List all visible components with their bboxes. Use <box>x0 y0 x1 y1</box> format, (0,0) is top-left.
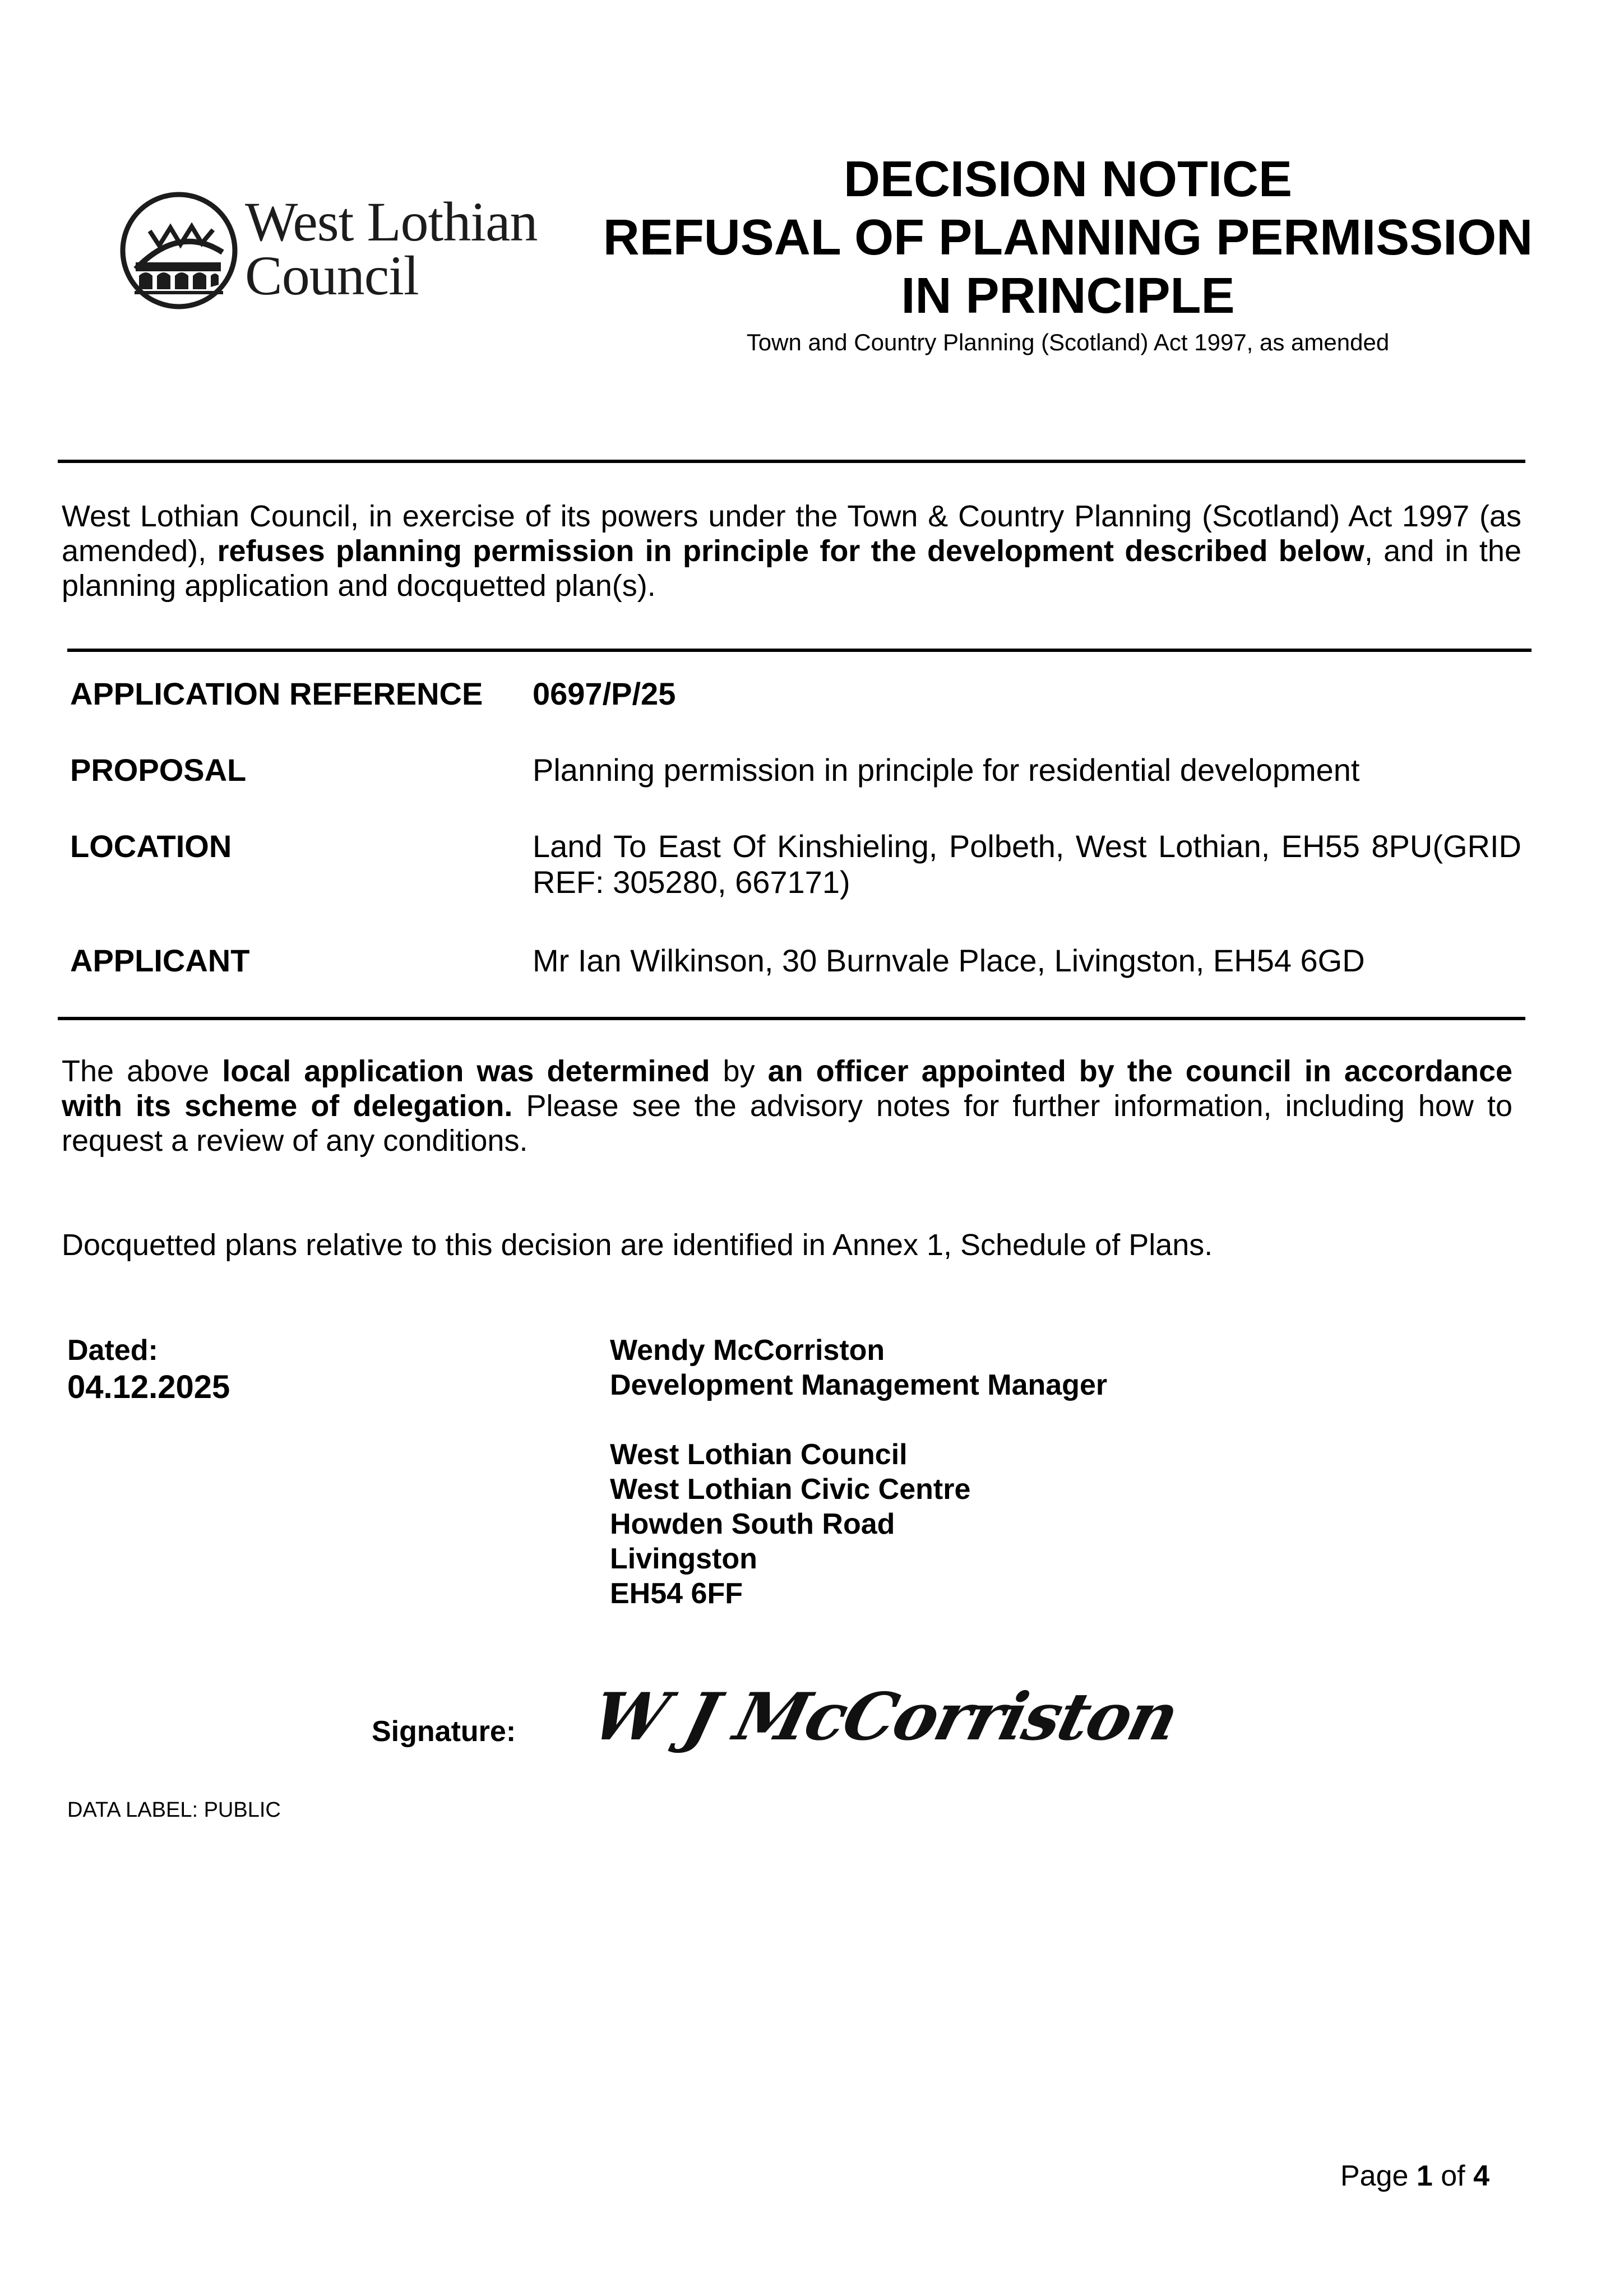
officer-name: Wendy McCorriston <box>610 1334 885 1367</box>
dated-value: 04.12.2025 <box>67 1369 230 1405</box>
intro-text-1: West Lothian Council, in exercise of its powers under the Town & Country Planning (Scotland) Act 1997 (as amended), <box>62 499 1521 568</box>
officer-block <box>610 1333 1107 1611</box>
data-label: DATA LABEL: PUBLIC <box>67 1798 281 1822</box>
title-line-1: DECISION NOTICE <box>843 151 1293 207</box>
address-line-2: West Lothian Civic Centre <box>610 1473 971 1506</box>
intro-text-2: , and in the planning application and docquetted plan(s). <box>62 534 1521 603</box>
page-total: 4 <box>1473 2160 1489 2192</box>
signature-label: Signature: <box>372 1715 516 1748</box>
logo-wordmark <box>245 191 538 307</box>
dated-label: Dated: <box>67 1334 158 1367</box>
divider-details-bottom <box>58 1017 1525 1020</box>
notice-title <box>589 150 1547 357</box>
logo-line-2: Council <box>245 244 419 307</box>
viaduct-emblem-icon <box>119 191 239 311</box>
address-line-5: EH54 6FF <box>610 1577 743 1610</box>
address-line-3: Howden South Road <box>610 1508 895 1540</box>
intro-bold: refuses planning permission in principle for the development described below <box>217 534 1364 568</box>
page-middle: of <box>1432 2160 1474 2192</box>
intro-paragraph <box>62 499 1521 603</box>
detail-label-proposal: PROPOSAL <box>70 752 247 788</box>
officer-title: Development Management Manager <box>610 1369 1108 1401</box>
page-prefix: Page <box>1340 2160 1417 2192</box>
detail-value-reference: 0697/P/25 <box>533 676 676 711</box>
spacer <box>610 1402 1107 1437</box>
logo-line-1: West Lothian <box>245 191 538 253</box>
determination-bold-2: an officer appointed by the council in accordance with its scheme of delegation. <box>62 1054 1513 1123</box>
determination-text-1: The above <box>62 1054 223 1088</box>
detail-label-applicant: APPLICANT <box>70 943 250 978</box>
title-line-3: IN PRINCIPLE <box>901 268 1235 324</box>
address-line-4: Livingston <box>610 1543 757 1575</box>
determination-text-3: Please see the advisory notes for further information, including how to request a review of any conditions. <box>62 1089 1512 1158</box>
divider-top <box>58 460 1525 463</box>
plans-note: Docquetted plans relative to this decision are identified in Annex 1, Schedule of Plans. <box>62 1228 1213 1262</box>
detail-value-location: Land To East Of Kinshieling, Polbeth, West Lothian, EH55 8PU(GRID REF: 305280, 667171) <box>533 828 1521 900</box>
detail-value-proposal: Planning permission in principle for residential development <box>533 752 1360 788</box>
page-number <box>1340 2159 1489 2193</box>
determination-paragraph <box>62 1054 1512 1158</box>
handwritten-signature: W J McCorriston <box>585 1679 1185 1755</box>
detail-label-reference: APPLICATION REFERENCE <box>70 676 483 711</box>
act-subtitle: Town and Country Planning (Scotland) Act 1997, as amended <box>746 329 1390 355</box>
determination-text-2: by <box>710 1054 768 1088</box>
detail-label-location: LOCATION <box>70 828 232 864</box>
divider-details-top <box>67 649 1532 652</box>
detail-value-applicant: Mr Ian Wilkinson, 30 Burnvale Place, Livingston, EH54 6GD <box>533 943 1365 978</box>
council-logo <box>119 191 567 313</box>
title-line-2: REFUSAL OF PLANNING PERMISSION <box>603 210 1533 266</box>
page-current: 1 <box>1416 2160 1433 2192</box>
determination-bold-1: local application was determined <box>222 1054 710 1088</box>
address-line-1: West Lothian Council <box>610 1438 908 1471</box>
